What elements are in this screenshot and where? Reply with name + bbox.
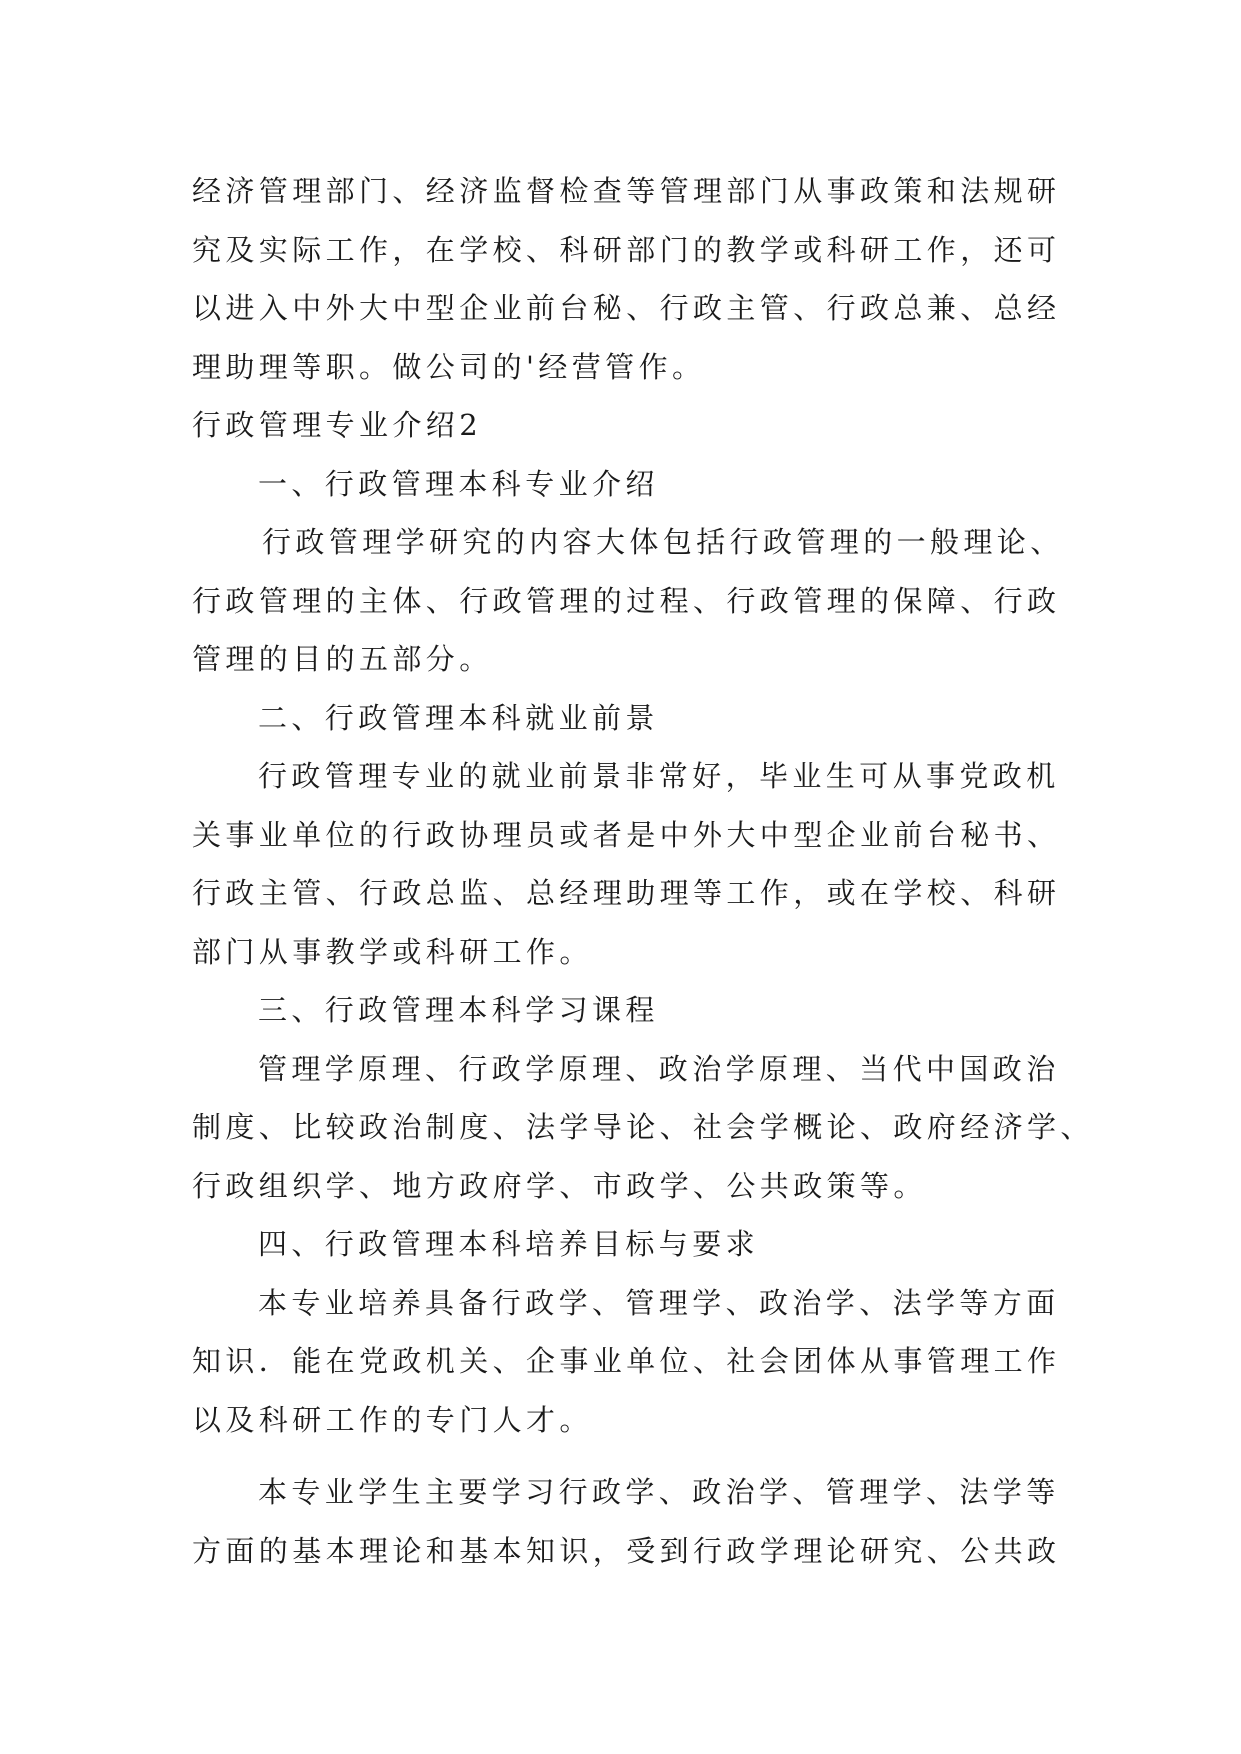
section-heading: 二、行政管理本科就业前景 — [258, 700, 659, 735]
paragraph-line: 关事业单位的行政协理员或者是中外大中型企业前台秘书、 — [192, 817, 1061, 852]
paragraph-line: 知识．能在党政机关、企事业单位、社会团体从事管理工作 — [192, 1344, 1061, 1378]
document-body — [192, 162, 1094, 1580]
section-title: 行政管理专业介绍2 — [192, 408, 483, 442]
paragraph-line: 理助理等职。做公司的'经营管作。 — [192, 349, 706, 384]
paragraph-line: 方面的基本理论和基本知识，受到行政学理论研究、公共政 — [192, 1533, 1061, 1568]
paragraph-line: 经济管理部门、经济监督检查等管理部门从事政策和法规研 — [192, 174, 1061, 208]
paragraph-line: 行政管理学研究的内容大体包括行政管理的一般理论、 — [262, 525, 1064, 559]
paragraph-line: 管理的目的五部分。 — [192, 642, 493, 676]
paragraph-line: 部门从事教学或科研工作。 — [192, 934, 593, 969]
paragraph-line: 行政管理的主体、行政管理的过程、行政管理的保障、行政 — [192, 583, 1061, 618]
paragraph-line: 行政主管、行政总监、总经理助理等工作，或在学校、科研 — [192, 876, 1061, 910]
paragraph-line: 制度、比较政治制度、法学导论、社会学概论、政府经济学、 — [192, 1110, 1094, 1144]
paragraph-line: 行政管理专业的就业前景非常好，毕业生可从事党政机 — [258, 759, 1060, 793]
paragraph-line: 行政组织学、地方政府学、市政学、公共政策等。 — [192, 1168, 927, 1203]
paragraph-line: 本专业学生主要学习行政学、政治学、管理学、法学等 — [258, 1475, 1060, 1509]
section-heading: 一、行政管理本科专业介绍 — [258, 466, 659, 501]
paragraph-line: 究及实际工作，在学校、科研部门的教学或科研工作，还可 — [192, 232, 1061, 267]
section-heading: 三、行政管理本科学习课程 — [258, 993, 659, 1027]
paragraph-line: 以进入中外大中型企业前台秘、行政主管、行政总兼、总经 — [192, 291, 1061, 325]
paragraph-line: 以及科研工作的专门人才。 — [192, 1402, 593, 1437]
section-heading: 四、行政管理本科培养目标与要求 — [258, 1227, 760, 1261]
paragraph-line: 本专业培养具备行政学、管理学、政治学、法学等方面 — [258, 1285, 1060, 1320]
paragraph-line: 管理学原理、行政学原理、政治学原理、当代中国政治 — [258, 1051, 1060, 1086]
